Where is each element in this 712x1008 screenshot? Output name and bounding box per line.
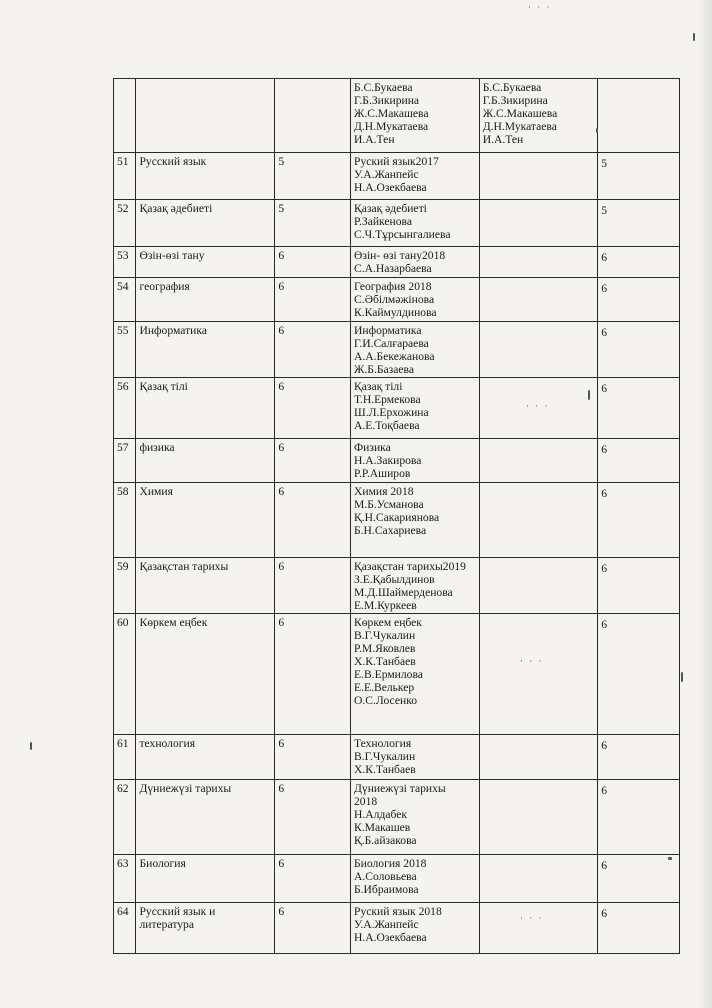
row-number-cell bbox=[114, 79, 136, 153]
book-line: В.Г.Чукалин bbox=[354, 750, 416, 763]
scan-speck bbox=[588, 390, 590, 400]
row-number-cell: 53 bbox=[114, 247, 136, 278]
textbook-cell bbox=[351, 439, 480, 483]
subject-line: Көркем еңбек bbox=[139, 616, 208, 629]
quantity-value: 6 bbox=[601, 907, 608, 920]
authors-cell bbox=[479, 903, 598, 954]
table-row bbox=[114, 322, 680, 378]
scan-speck bbox=[681, 672, 683, 682]
quantity-value: 5 bbox=[601, 157, 608, 170]
quantity-value: 6 bbox=[601, 443, 608, 456]
textbook-cell bbox=[351, 903, 480, 954]
subject-line: литература bbox=[139, 918, 194, 931]
row-number-cell: 57 bbox=[114, 439, 136, 483]
textbook-cell bbox=[351, 614, 480, 735]
book-line: Н.А.Озекбаева bbox=[354, 931, 427, 944]
book-line: К.Макашев bbox=[354, 821, 411, 834]
subject-cell bbox=[136, 735, 275, 780]
author-line: Д.Н.Мукатаева bbox=[482, 120, 557, 133]
table-row bbox=[114, 153, 680, 200]
row-number-cell: 61 bbox=[114, 735, 136, 780]
row-number-cell: 54 bbox=[114, 278, 136, 322]
grade-cell: 5 bbox=[275, 153, 351, 200]
subject-cell bbox=[136, 200, 275, 247]
table-row bbox=[114, 903, 680, 954]
table-row bbox=[114, 614, 680, 735]
subject-cell bbox=[136, 903, 275, 954]
subject-line: Русский язык bbox=[139, 155, 207, 168]
table-row bbox=[114, 483, 680, 558]
scan-dots: · · · bbox=[528, 2, 552, 12]
book-line: Қ.Н.Сакариянова bbox=[354, 511, 440, 524]
row-number-cell: 64 bbox=[114, 903, 136, 954]
book-line: С.Ч.Тұрсынгалиева bbox=[354, 228, 451, 241]
book-line: И.А.Тен bbox=[354, 133, 395, 146]
textbook-cell bbox=[351, 200, 480, 247]
textbook-cell bbox=[351, 780, 480, 855]
grade-cell: 6 bbox=[275, 483, 351, 558]
row-number-cell: 56 bbox=[114, 378, 136, 439]
author-line: И.А.Тен bbox=[482, 133, 524, 146]
grade-cell: 6 bbox=[275, 903, 351, 954]
row-number-cell: 60 bbox=[114, 614, 136, 735]
authors-cell bbox=[479, 79, 598, 153]
textbook-cell bbox=[351, 153, 480, 200]
authors-cell bbox=[479, 278, 598, 322]
book-line: М.Д.Шаймерденова bbox=[354, 586, 453, 599]
book-line: Д.Н.Мукатаева bbox=[354, 120, 429, 133]
page-edge-shadow bbox=[698, 0, 712, 1008]
row-number-cell: 58 bbox=[114, 483, 136, 558]
quantity-cell bbox=[598, 278, 680, 322]
authors-cell bbox=[479, 200, 598, 247]
subject-line: Информатика bbox=[139, 324, 207, 337]
quantity-value: 6 bbox=[601, 326, 608, 339]
table-row bbox=[114, 378, 680, 439]
subject-cell bbox=[136, 855, 275, 903]
author-line: Ж.С.Макашева bbox=[482, 107, 558, 120]
quantity-value: 6 bbox=[601, 562, 608, 575]
table-row bbox=[114, 247, 680, 278]
book-line: Т.Н.Ермекова bbox=[354, 393, 421, 406]
book-line: Х.К.Танбаев bbox=[354, 655, 416, 668]
book-line: Г.Б.Зикирина bbox=[354, 94, 420, 107]
book-line: А.Е.Тоқбаева bbox=[354, 419, 420, 432]
authors-cell bbox=[479, 780, 598, 855]
textbook-cell bbox=[351, 735, 480, 780]
quantity-value: 6 bbox=[601, 859, 608, 872]
table-row bbox=[114, 735, 680, 780]
book-line: Қазақ әдебиеті bbox=[354, 202, 427, 215]
table-row bbox=[114, 855, 680, 903]
authors-cell bbox=[479, 735, 598, 780]
authors-cell bbox=[479, 439, 598, 483]
row-number-cell: 62 bbox=[114, 780, 136, 855]
subject-line: физика bbox=[139, 441, 175, 454]
textbook-cell bbox=[351, 79, 480, 153]
subject-line: география bbox=[139, 280, 190, 293]
grade-cell: 5 bbox=[275, 200, 351, 247]
grade-cell: 6 bbox=[275, 735, 351, 780]
book-line: 2018 bbox=[354, 795, 378, 808]
textbook-cell bbox=[351, 247, 480, 278]
authors-cell bbox=[479, 855, 598, 903]
grade-cell: 6 bbox=[275, 278, 351, 322]
book-line: С.А.Назарбаева bbox=[354, 262, 432, 275]
subject-line: Өзін-өзі тану bbox=[139, 249, 205, 262]
subject-line: Дүниежүзі тарихы bbox=[139, 782, 232, 795]
authors-cell bbox=[479, 322, 598, 378]
textbook-cell bbox=[351, 558, 480, 614]
grade-cell: 6 bbox=[275, 439, 351, 483]
authors-cell bbox=[479, 614, 598, 735]
table-row bbox=[114, 439, 680, 483]
book-line: Н.Алдабек bbox=[354, 808, 407, 821]
grade-cell: 6 bbox=[275, 558, 351, 614]
book-line: Г.И.Салғараева bbox=[354, 337, 429, 350]
subject-line: Қазақ әдебиеті bbox=[139, 202, 213, 215]
grade-cell bbox=[275, 79, 351, 153]
quantity-cell bbox=[598, 322, 680, 378]
subject-cell bbox=[136, 322, 275, 378]
scan-speck bbox=[693, 33, 695, 41]
quantity-value: 6 bbox=[601, 739, 608, 752]
scan-dots: · · · bbox=[520, 656, 544, 666]
quantity-cell bbox=[598, 855, 680, 903]
subject-line: Химия bbox=[139, 485, 173, 498]
subject-cell bbox=[136, 278, 275, 322]
row-number-cell: 55 bbox=[114, 322, 136, 378]
grade-cell: 6 bbox=[275, 247, 351, 278]
grade-cell: 6 bbox=[275, 855, 351, 903]
scan-dots: · · · bbox=[520, 913, 544, 923]
scan-dots: · · · bbox=[526, 401, 550, 411]
book-line: З.Е.Қабылдинов bbox=[354, 573, 435, 586]
subject-cell bbox=[136, 614, 275, 735]
quantity-cell bbox=[598, 247, 680, 278]
book-line: М.Б.Усманова bbox=[354, 498, 424, 511]
subject-line: Русский язык и bbox=[139, 905, 216, 918]
quantity-cell bbox=[598, 614, 680, 735]
subject-line: Қазақстан тарихы bbox=[139, 560, 229, 573]
book-line: Руский язык 2018 bbox=[354, 905, 442, 918]
book-line: Көркем еңбек bbox=[354, 616, 422, 629]
quantity-cell bbox=[598, 378, 680, 439]
authors-cell bbox=[479, 247, 598, 278]
subject-line: Қазақ тілі bbox=[139, 380, 188, 393]
book-line: Дүниежүзі тарихы bbox=[354, 782, 446, 795]
book-line: География 2018 bbox=[354, 280, 432, 293]
subject-cell bbox=[136, 558, 275, 614]
subject-cell bbox=[136, 79, 275, 153]
subject-line: технология bbox=[139, 737, 196, 750]
book-line: Ж.С.Макашева bbox=[354, 107, 429, 120]
book-line: Биология 2018 bbox=[354, 857, 427, 870]
book-line: Физика bbox=[354, 441, 391, 454]
quantity-value: 6 bbox=[601, 251, 608, 264]
book-line: Технология bbox=[354, 737, 412, 750]
subject-cell bbox=[136, 780, 275, 855]
author-line: Б.С.Букаева bbox=[482, 81, 542, 94]
book-line: Б.С.Букаева bbox=[354, 81, 413, 94]
row-number-cell: 63 bbox=[114, 855, 136, 903]
book-line: О.С.Лосенко bbox=[354, 694, 418, 707]
quantity-cell bbox=[598, 153, 680, 200]
author-line: Г.Б.Зикирина bbox=[482, 94, 548, 107]
book-line: Руский язык2017 bbox=[354, 155, 439, 168]
book-line: Өзін- өзі тану2018 bbox=[354, 249, 446, 262]
subject-cell bbox=[136, 483, 275, 558]
grade-cell: 6 bbox=[275, 378, 351, 439]
textbook-cell bbox=[351, 322, 480, 378]
scan-speck bbox=[30, 742, 32, 750]
quantity-cell bbox=[598, 200, 680, 247]
book-line: Н.А.Закирова bbox=[354, 454, 422, 467]
quantity-cell bbox=[598, 483, 680, 558]
quantity-value: 6 bbox=[601, 382, 608, 395]
row-number-cell: 51 bbox=[114, 153, 136, 200]
book-line: У.А.Жанпейс bbox=[354, 168, 419, 181]
book-line: Химия 2018 bbox=[354, 485, 414, 498]
book-line: А.А.Бекежанова bbox=[354, 350, 435, 363]
table-row bbox=[114, 278, 680, 322]
table-row bbox=[114, 558, 680, 614]
scan-speck bbox=[596, 128, 598, 133]
book-line: Х.К.Танбаев bbox=[354, 763, 416, 776]
book-line: А.Соловьева bbox=[354, 870, 417, 883]
book-line: С.Әбілмәжінова bbox=[354, 293, 435, 306]
book-line: Информатика bbox=[354, 324, 422, 337]
book-line: У.А.Жанпейс bbox=[354, 918, 419, 931]
table-row bbox=[114, 200, 680, 247]
table-row-continued bbox=[114, 79, 680, 153]
book-line: Б.Ибраимова bbox=[354, 883, 419, 896]
book-line: Р.Зайкенова bbox=[354, 215, 413, 228]
textbook-cell bbox=[351, 378, 480, 439]
subject-line: Биология bbox=[139, 857, 186, 870]
subject-cell bbox=[136, 378, 275, 439]
book-line: Е.М.Куркеев bbox=[354, 599, 417, 612]
book-line: Қ.Б.айзакова bbox=[354, 834, 417, 847]
book-line: Ж.Б.Базаева bbox=[354, 363, 414, 376]
book-line: Б.Н.Сахариева bbox=[354, 524, 427, 537]
quantity-cell bbox=[598, 439, 680, 483]
book-line: Е.В.Ермилова bbox=[354, 668, 423, 681]
book-line: Е.Е.Велькер bbox=[354, 681, 415, 694]
authors-cell bbox=[479, 483, 598, 558]
subject-cell bbox=[136, 247, 275, 278]
book-line: К.Каймулдинова bbox=[354, 306, 437, 319]
subject-cell bbox=[136, 153, 275, 200]
authors-cell bbox=[479, 558, 598, 614]
textbook-cell bbox=[351, 483, 480, 558]
book-line: В.Г.Чукалин bbox=[354, 629, 416, 642]
book-line: Қазақстан тарихы2019 bbox=[354, 560, 466, 573]
quantity-value: 6 bbox=[601, 282, 608, 295]
quantity-cell bbox=[598, 903, 680, 954]
quantity-value: 6 bbox=[601, 487, 608, 500]
quantity-value: 5 bbox=[601, 204, 608, 217]
quantity-cell bbox=[598, 558, 680, 614]
textbook-table bbox=[113, 78, 680, 954]
authors-cell bbox=[479, 153, 598, 200]
table-row bbox=[114, 780, 680, 855]
textbook-cell bbox=[351, 278, 480, 322]
scan-speck bbox=[668, 857, 672, 860]
grade-cell: 6 bbox=[275, 322, 351, 378]
book-line: Н.А.Озекбаева bbox=[354, 181, 427, 194]
quantity-value: 6 bbox=[601, 618, 608, 631]
subject-cell bbox=[136, 439, 275, 483]
quantity-cell bbox=[598, 79, 680, 153]
book-line: Қазақ тілі bbox=[354, 380, 403, 393]
quantity-cell bbox=[598, 735, 680, 780]
book-line: Р.М.Яковлев bbox=[354, 642, 416, 655]
row-number-cell: 59 bbox=[114, 558, 136, 614]
grade-cell: 6 bbox=[275, 780, 351, 855]
grade-cell: 6 bbox=[275, 614, 351, 735]
quantity-cell bbox=[598, 780, 680, 855]
textbook-cell bbox=[351, 855, 480, 903]
book-line: Ш.Л.Ерхожина bbox=[354, 406, 429, 419]
book-line: Р.Р.Аширов bbox=[354, 467, 411, 480]
row-number-cell: 52 bbox=[114, 200, 136, 247]
quantity-value: 6 bbox=[601, 784, 608, 797]
table-body bbox=[114, 79, 680, 954]
